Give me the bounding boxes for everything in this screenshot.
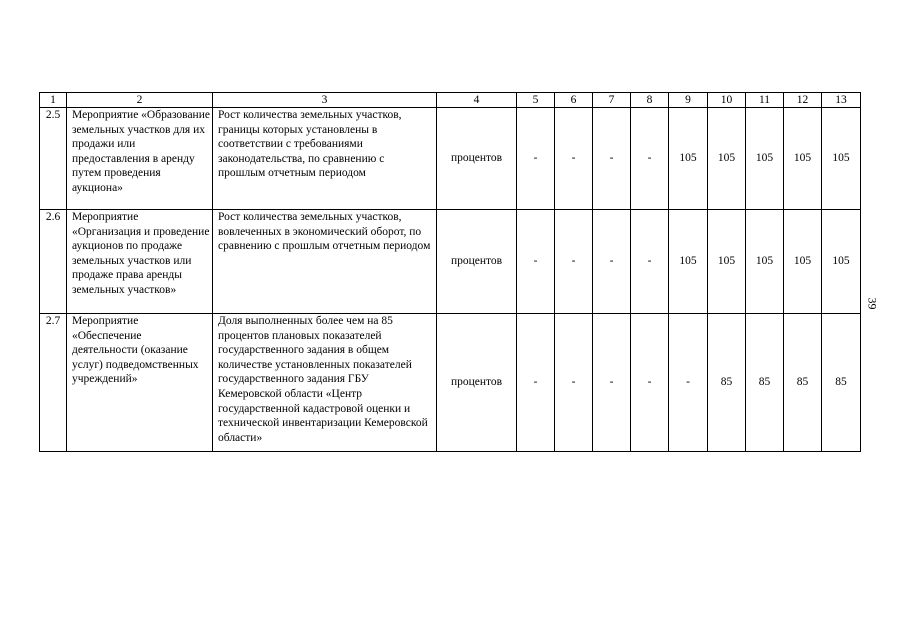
table-row (40, 210, 861, 314)
indicator-name: Доля выполненных более чем на 85 процентов плановых показателей государственного задания в общем количестве установленных показателей государственного задания ГБУ Кемеровской области «Центр государственной кадастровой оценки и технической инвентаризации Кемеровской области» (213, 314, 437, 452)
value-cell: - (555, 314, 593, 452)
event-name: Мероприятие «Обеспечение деятельности (оказание услуг) подведомственных учреждений» (67, 314, 213, 452)
row-number: 2.6 (40, 210, 67, 314)
value-cell: - (593, 210, 631, 314)
header-cell: 10 (708, 93, 746, 108)
row-number: 2.5 (40, 108, 67, 210)
page-number: 39 (865, 297, 880, 310)
header-cell: 13 (822, 93, 861, 108)
value-cell: - (593, 314, 631, 452)
header-cell: 5 (517, 93, 555, 108)
value-cell: - (517, 314, 555, 452)
value-cell: 105 (784, 210, 822, 314)
unit-cell: процентов (437, 108, 517, 210)
header-cell: 1 (40, 93, 67, 108)
event-name: Мероприятие «Организация и проведение аукционов по продаже земельных участков или продаже права аренды земельных участков» (67, 210, 213, 314)
header-cell: 9 (669, 93, 708, 108)
value-cell: - (517, 210, 555, 314)
unit-cell: процентов (437, 210, 517, 314)
header-cell: 3 (213, 93, 437, 108)
value-cell: 105 (708, 210, 746, 314)
value-cell: 105 (746, 210, 784, 314)
value-cell: 105 (822, 108, 861, 210)
indicator-name: Рост количества земельных участков, границы которых установлены в соответствии с требованиями законодательства, по сравнению с прошлым отчетным периодом (213, 108, 437, 210)
header-cell: 12 (784, 93, 822, 108)
value-cell: - (517, 108, 555, 210)
value-cell: 105 (746, 108, 784, 210)
value-cell: 85 (746, 314, 784, 452)
value-cell: 85 (708, 314, 746, 452)
value-cell: - (631, 210, 669, 314)
value-cell: 105 (822, 210, 861, 314)
value-cell: 105 (669, 108, 708, 210)
value-cell: - (555, 210, 593, 314)
event-name: Мероприятие «Образование земельных участков для их продажи или предоставления в аренду путем проведения аукциона» (67, 108, 213, 210)
value-cell: - (669, 314, 708, 452)
value-cell: 85 (784, 314, 822, 452)
value-cell: - (631, 108, 669, 210)
indicator-name: Рост количества земельных участков, вовлеченных в экономический оборот, по сравнению с прошлым отчетным периодом (213, 210, 437, 314)
header-row (40, 93, 861, 108)
table-row (40, 314, 861, 452)
header-cell: 8 (631, 93, 669, 108)
value-cell: - (555, 108, 593, 210)
value-cell: 85 (822, 314, 861, 452)
value-cell: - (593, 108, 631, 210)
value-cell: - (631, 314, 669, 452)
header-cell: 11 (746, 93, 784, 108)
header-cell: 6 (555, 93, 593, 108)
unit-cell: процентов (437, 314, 517, 452)
table-row (40, 108, 861, 210)
header-cell: 7 (593, 93, 631, 108)
indicators-table (39, 92, 861, 452)
value-cell: 105 (784, 108, 822, 210)
value-cell: 105 (669, 210, 708, 314)
value-cell: 105 (708, 108, 746, 210)
header-cell: 4 (437, 93, 517, 108)
row-number: 2.7 (40, 314, 67, 452)
header-cell: 2 (67, 93, 213, 108)
